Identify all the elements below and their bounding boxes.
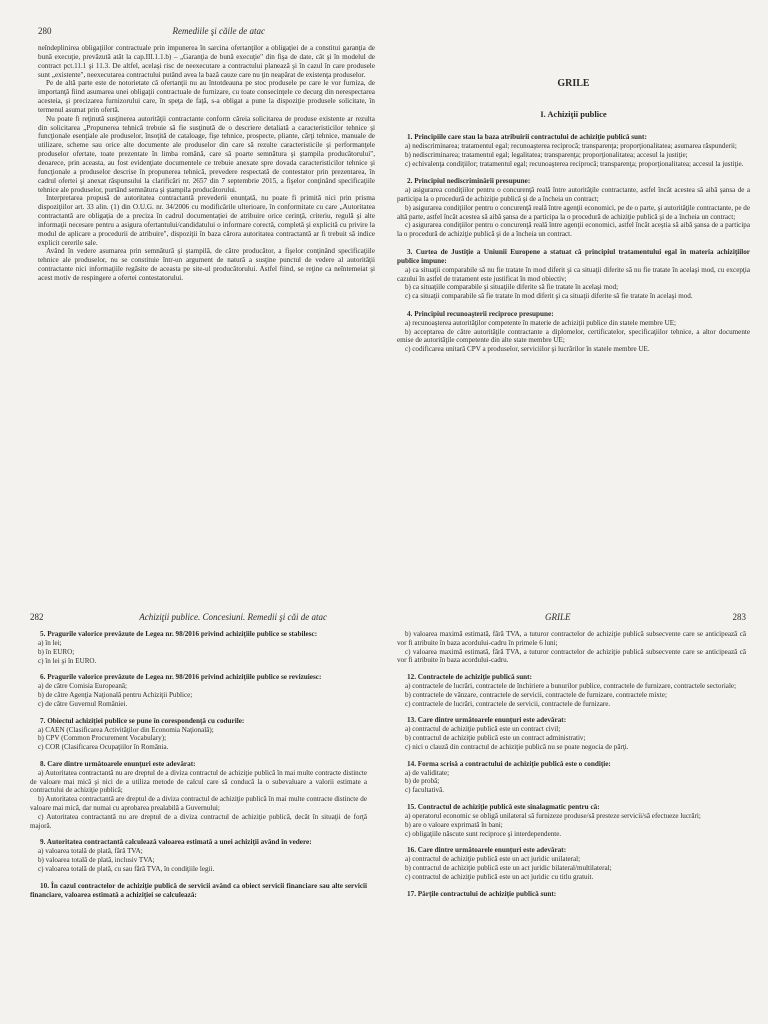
page-header [30, 612, 367, 622]
page-number: 283 [732, 612, 746, 622]
page-number: 282 [30, 612, 44, 622]
question-text: 10. În cazul contractelor de achiziţie publică de servicii având ca obiect servicii financiare sau alte servicii financiare, valoarea estimată a achiziţiei se calculează: [30, 881, 367, 899]
paragraph: Pe de altă parte este de notorietate că ofertanţii nu au întotdeauna pe stoc produsele pe care le vor furniza, de importanţă fiind asumarea unei obligaţii contractuale de furnizare, cu toate consecinţele ce decurg din nerespectarea acesteia, şi precizarea furnizorului care, în speţa de faţă, s-a obligat a pune la dispoziţie produsele solicitate, în termenul asumat prin ofertă. [38, 79, 375, 114]
question-text: 3. Curtea de Justiţie a Uniunii Europene a statuat că principiul tratamentului egal în materia achiziţiilor publice impune: [397, 247, 750, 265]
question-text: 4. Principiul recunoaşterii reciproce presupune: [407, 309, 554, 318]
question-text: 14. Forma scrisă a contractului de achiziţie publică este o condiţie: [407, 759, 611, 768]
answer-option: a) de către Comisia Europeană; [38, 682, 128, 691]
question [30, 673, 367, 708]
answer-option: a) nediscriminarea; tratamentul egal; recunoaşterea reciprocă; transparenţa; proporţionalitatea; asumarea răspunderii; [405, 141, 737, 150]
running-title: Remediile şi căile de atac [172, 26, 265, 36]
question [397, 673, 746, 708]
page-280 [0, 0, 383, 588]
question [397, 133, 750, 168]
answer-option: b) contractul de achiziţie publică este un contract administrativ; [405, 734, 586, 743]
answer-option: c) asigurarea condiţiilor pentru o concurenţă reală între agenţii economici, astfel încât aceştia să aibă şansa de a participa la o procedură de achiziţie publică şi de a încheia un contract. [397, 221, 750, 239]
answer-option: c) în lei şi în EURO. [38, 656, 97, 665]
question [397, 760, 746, 795]
answer-option: a) ca situaţii comparabile să nu fie tratate în mod diferit şi ca situaţii diferite să nu fie tratate în acelaşi mod, cu excepţia cazului în astfel de tratament este justificat în mod obiectiv; [397, 265, 750, 283]
answer-option: b) acceptarea de către autorităţile contractante a diplomelor, certificatelor, specificaţiilor tehnice, a altor documente emise de autorităţile competente din alte state membre UE; [397, 327, 750, 345]
answer-option: b) contractele de vânzare, contractele de servicii, contractele de furnizare, contractele mixte; [405, 690, 667, 699]
running-title: Achiziţii publice. Concesiuni. Remedii şi căi de atac [139, 612, 327, 622]
question-text: 9. Autoritatea contractantă calculează valoarea estimată a unei achiziţii având în vedere: [40, 838, 312, 847]
answer-option: a) de validitate; [405, 768, 450, 777]
question-text: 17. Părţile contractului de achiziţie publică sunt: [407, 889, 557, 898]
answer-option: c) facultativă. [405, 786, 444, 795]
answer-option: a) Autoritatea contractantă nu are dreptul de a diviza contractul de achiziţie publică în mai multe contracte distincte de valoare mai mică şi nici de a utiliza metode de calcul care să conducă la o subevaluare a valorii estimate a contractului de achiziţie publică; [30, 768, 367, 795]
question-text: 6. Pragurile valorice prevăzute de Legea nr. 98/2016 privind achiziţiile publice se revizuiesc: [40, 673, 322, 682]
answer-option: c) Autoritatea contractantă nu are dreptul de a diviza contractul de achiziţie publică, decât în situaţii de forţă majoră. [30, 812, 367, 830]
answer-option: a) contractele de lucrări, contractele de închiriere a bunurilor publice, contractele de furnizare, contractele sectoriale; [405, 682, 737, 691]
paragraph: neîndeplinirea obligaţiilor contractuale prin impunerea în sarcina ofertanţilor a obligaţiei de a constitui garanţia de bună execuţie, prevăzută atât la cap.III.1.1.b) – „Garanţia de bună execuţie" din fişa de date, cât şi în modelul de contract pct.11.1 şi 11.3. De altfel, acelaşi risc de neexecutare a contractului planează şi în cazul în care produsele sunt „existente", neexecutarea contractului putând avea la bază cauze care nu ţin neapărat de existenţa produselor. [38, 44, 375, 79]
question-text: 13. Care dintre următoarele enunţuri este adevărat: [407, 716, 567, 725]
question [397, 803, 746, 838]
question [397, 716, 746, 751]
body-text [38, 44, 375, 283]
running-title: GRILE [545, 612, 571, 622]
answer-option: a) recunoaşterea autorităţilor competente în materie de achiziţii publice din statele membre UE; [405, 318, 677, 327]
question-text: 12. Contractele de achiziţie publică sunt: [407, 673, 532, 682]
question-text: 2. Principiul nediscriminării presupune: [407, 177, 531, 186]
answer-option: c) nici o clauză din contractul de achiziţie publică nu se poate negocia de părţi. [405, 742, 629, 751]
question-text: 5. Pragurile valorice prevăzute de Legea nr. 98/2016 privind achiziţiile publice se stabilesc: [40, 630, 318, 638]
question [30, 630, 367, 665]
answer-option: c) valoarea totală de plată, cu sau fără TVA, în condiţiile legii. [38, 864, 215, 873]
answer-option: c) contractul de achiziţie publică este un act juridic cu titlu gratuit. [405, 872, 594, 881]
answer-option: c) codificarea unitară CPV a produselor, serviciilor şi lucrărilor în statele membre UE. [405, 345, 650, 354]
question-text: 15. Contractul de achiziţie publică este sinalagmatic pentru că: [407, 803, 600, 812]
question [397, 248, 750, 301]
page-283 [383, 588, 768, 1024]
answer-option: c) contractele de lucrări, contractele de servicii, contractele de furnizare. [405, 699, 611, 708]
paragraph: Interpretarea propusă de autoritatea contractantă prevederii enunţată, nu poate fi primită nici prin prisma dispoziţiilor art. 33 alin. (1) din O.U.G. nr. 34/2006 cu modificările ulterioare, în conformitate cu care „Autoritatea contractantă are obligaţia de a preciza în cadrul documentaţiei de atribuire orice cerinţă, criteriu, regulă şi alte informaţii necesare pentru a asigura ofertantului/candidatului o informare corectă, completă şi explicită cu privire la modul de aplicare a procedurii de atribuire", dispoziţii în baza cărora autoritatea contractantă ar fi trebuit să indice explicit cererile sale. [38, 194, 375, 247]
question [30, 882, 367, 900]
answer-option: c) echivalenţa condiţiilor; tratamentul egal; recunoaşterea reciprocă; transparenţa; proporţionalitatea; accesul la justiţie. [405, 159, 744, 168]
answer-option: c) ca situaţii comparabile să fie tratate în mod diferit şi ca situaţii diferite să fie tratate în acelaşi mod. [405, 292, 693, 301]
answer-option: a) operatorul economic se obligă unilateral să furnizeze produse/să presteze servicii/să efectueze lucrări; [405, 811, 701, 820]
question-text: 8. Care dintre următoarele enunţuri este adevărat: [40, 759, 196, 768]
answer-option: c) de către Guvernul României. [38, 699, 128, 708]
answer-option: b) asigurarea condiţiilor pentru o concurenţă reală între agenţii economici, pe de o parte, şi autorităţile contractante, pe de altă parte, astfel încât acestea să aibă şansa de a participa la o procedură de achiziţie publică şi de a încheia un contract; [397, 203, 750, 221]
answer-option: b) are o valoare exprimată în bani; [405, 820, 503, 829]
answer-option: b) în EURO; [38, 647, 75, 656]
question-text: 16. Care dintre următoarele enunţuri este adevărat: [407, 846, 567, 855]
answer-option: b) contractul de achiziţie publică este un act juridic bilateral/multilateral; [405, 864, 612, 873]
answer-option: b) de către Agenţia Naţională pentru Achiziţii Publice; [38, 691, 193, 699]
answer-option: b) ca situaţiile comparabile şi situaţiile diferite să fie tratate în acelaşi mod; [405, 283, 619, 292]
question [30, 760, 367, 830]
page-header [397, 612, 746, 622]
question [397, 310, 750, 354]
question [397, 890, 746, 899]
answer-option: c) COR (Clasificarea Ocupaţiilor în România. [38, 743, 169, 752]
question-text: 1. Principiile care stau la baza atribuirii contractului de achiziţie publică sunt: [407, 133, 647, 141]
page-282 [0, 588, 383, 1024]
answer-option: a) CAEN (Clasificarea Activităţilor din Economia Naţională); [38, 725, 214, 734]
continuation-text: c) valoarea maximă estimată, fără TVA, a tuturor contractelor de achiziţie publică subsecvente care se anticipează că vor fi atribuite în baza acordului-cadru. [397, 647, 746, 665]
question-text: 7. Obiectul achiziţiei publice se pune în corespondenţă cu codurile: [40, 716, 245, 725]
answer-option: b) de probă; [405, 777, 440, 786]
chapter-title: GRILE [557, 78, 590, 89]
answer-option: a) contractul de achiziţie publică este un contract civil; [405, 725, 561, 734]
paragraph: Având în vedere asumarea prin semnătură şi ştampilă, de către producător, a fişelor conţinând specificaţiile tehnice ale produselor, nu se constituie într-un argument de natură a susţine punctul de vedere al autorităţii contractante nici informaţiile regăsite de aceasta pe site-ul producătorului. Astfel fiind, se reţine ca neîntemeiat şi acest motiv de respingere a ofertei contestatorului. [38, 247, 375, 282]
section-title: I. Achiziţii publice [540, 109, 607, 119]
answer-option: a) asigurarea condiţiilor pentru o concurenţă reală între autorităţile contractante, astfel încât acestea să aibă şansa de a participa la o procedură de achiziţie publică şi de a încheia un contract; [397, 186, 750, 203]
page-grile [383, 0, 768, 588]
page-number: 280 [38, 26, 52, 36]
answer-option: b) Autoritatea contractantă are dreptul de a diviza contractul de achiziţie publică în mai multe contracte distincte de valoare mai mică, dar numai cu aprobarea prealabilă a Guvernului; [30, 795, 367, 812]
question [30, 838, 367, 873]
paragraph: Nu poate fi reţinută susţinerea autorităţii contractante conform căreia solicitarea de produse existente ar rezulta din solicitarea „Propunerea tehnică trebuie să fie susţinută de o descriere detaliată a caracteristicilor tehnice şi funcţionale esenţiale ale produselor, însoţită de cataloage, fişe tehnice, prospecte, pliante, cărţi tehnice, manuale de utilizare, scheme sau orice alte documente ale produselor din care să rezulte caracteristicile şi performanţele produselor ofertate, toate prezentate în limba română, care să poarte semnătura şi ştampila producătorului", deoarece, prin aceasta, au fost evidenţiate documentele ce trebuie anexate spre dovada caracteristicilor tehnice şi funcţionale a produselor descrise în propunerea tehnică, prevedere respectată de contestator prin prezentarea, în cadrul ofertei şi anexat răspunsului la clarificări nr. 2657 din 7 septembrie 2015, a fişelor conţinând specificaţiile tehnice ale produselor, purtând semnătura şi ştampila producătorului. [38, 114, 375, 194]
answer-option: b) CPV (Common Procurement Vocabulary); [38, 734, 167, 743]
question [397, 846, 746, 881]
question [30, 717, 367, 752]
question [397, 177, 750, 239]
answer-option: a) valoarea totală de plată, fără TVA; [38, 847, 143, 856]
page-header [38, 26, 375, 36]
answer-option: a) în lei; [38, 638, 62, 647]
continuation-text: b) valoarea maximă estimată, fără TVA, a tuturor contractelor de achiziţie publică subsecvente care se anticipează că vor fi atribuite în baza acordului-cadru în primele 6 luni; [397, 630, 746, 647]
answer-option: a) contractul de achiziţie publică este un act juridic unilateral; [405, 855, 581, 864]
answer-option: b) nediscriminarea; tratamentul egal; legalitatea; transparenţa; proporţionalitatea; accesul la justiţie; [405, 150, 688, 159]
answer-option: c) obligaţiile născute sunt reciproce şi interdependente. [405, 829, 562, 838]
answer-option: b) valoarea totală de plată, inclusiv TVA; [38, 856, 155, 865]
